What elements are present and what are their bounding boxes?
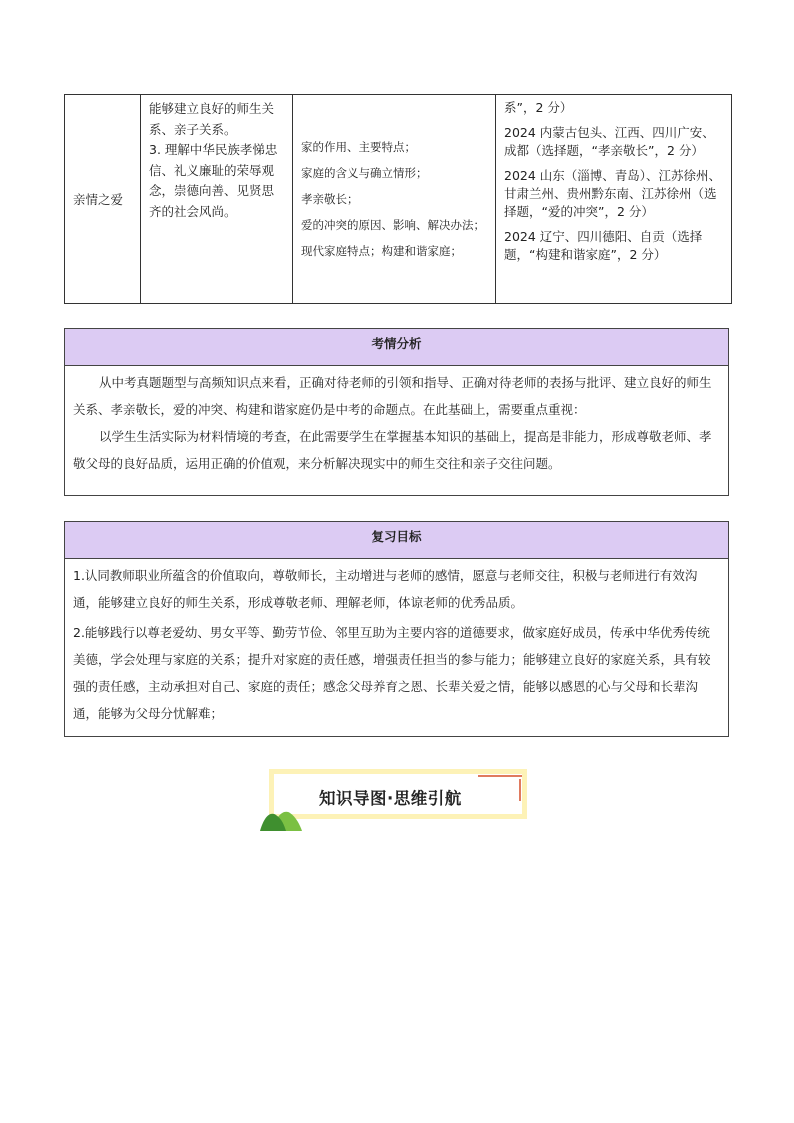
banner-accent-line [519,779,521,801]
exam-cell [496,95,732,304]
analysis-body [65,366,728,477]
knowledge-table [64,94,732,304]
banner-inner [274,774,522,814]
exam-item: 2024 辽宁、四川德阳、自贡（选择题，“构建和谐家庭”，2 分） [504,229,703,262]
banner-title: 知识导图·思维引航 [319,789,462,808]
knowledge-item: 家庭的含义与确立情形； [301,165,428,180]
analysis-paragraph: 以学生生活实际为材料情境的考查，在此需要学生在掌握基本知识的基础上，提高是非能力，形成尊敬老师、孝敬父母的良好品质，运用正确的价值观，来分析解决现实中的师生交往和亲子交往问题。 [73,429,712,471]
goal-cell [141,95,293,304]
knowledge-item: 爱的冲突的原因、影响、解决办法； [301,217,485,232]
topic-cell: 亲情之爱 [65,95,141,304]
analysis-section [64,328,729,496]
review-goals-section [64,521,729,737]
exam-item: 2024 内蒙古包头、江西、四川广安、成都（选择题，“孝亲敬长”，2 分） [504,125,715,158]
banner-accent-line [478,775,522,777]
goal-text: 3. 理解中华民族孝悌忠信、礼义廉耻的荣辱观念，崇德向善、见贤思齐的社会风尚。 [149,142,278,219]
analysis-paragraph: 从中考真题题型与高频知识点来看，正确对待老师的引领和指导、正确对待老师的表扬与批评、建立良好的师生关系、孝亲敬长，爱的冲突、构建和谐家庭仍是中考的命题点。在此基础上，需要重点重视： [73,375,712,417]
review-goal-item: 1.认同教师职业所蕴含的价值取向，尊敬师长，主动增进与老师的感情，愿意与老师交往，积极与老师进行有效沟通，能够建立良好的师生关系，形成尊敬老师、理解老师，体谅老师的优秀品质。 [73,568,698,610]
knowledge-cell [293,95,496,304]
exam-item: 2024 山东（淄博、青岛）、江苏徐州、甘肃兰州、贵州黔东南、江苏徐州（选择题，“爱的冲突”，2 分） [504,168,722,219]
review-goals-heading: 复习目标 [65,522,728,559]
analysis-heading: 考情分析 [65,329,728,366]
exam-item: 系”，2 分） [504,100,573,115]
table-row [65,95,732,304]
hills-icon [258,803,304,831]
knowledge-item: 现代家庭特点；构建和谐家庭； [301,243,462,258]
knowledge-item: 家的作用、主要特点； [301,139,416,154]
review-goal-item: 2.能够践行以尊老爱幼、男女平等、勤劳节俭、邻里互助为主要内容的道德要求，做家庭好成员，传承中华优秀传统美德，学会处理与家庭的关系；提升对家庭的责任感，增强责任担当的参与能力；能够建立良好的家庭关系，具有较强的责任感，主动承担对自己、家庭的责任；感念父母养育之恩、长辈关爱之情，能够以感恩的心与父母和长辈沟通，能够为父母分忧解难； [73,625,711,721]
review-goals-body [65,559,728,727]
knowledge-item: 孝亲敬长； [301,191,359,206]
goal-text: 能够建立良好的师生关系、亲子关系。 [149,101,275,137]
